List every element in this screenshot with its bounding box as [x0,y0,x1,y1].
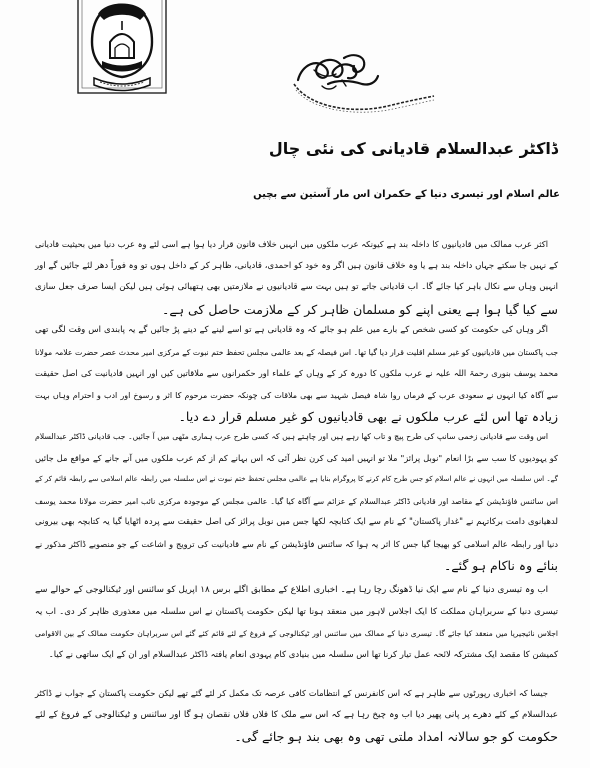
text-line: تیسری دنیا کے سربراہان مملکت کا ایک اجلاس لاہور میں منعقد ہونا تھا لیکن حکومت پاکستان نے اس سلسلہ میں معذوری ظاہر کر دی۔ اب یہ [35,606,558,617]
text-line: اجلاس نائیجیریا میں منعقد کیا جائے گا۔ تیسری دنیا کے ممالک میں سائنس اور ٹیکنالوجی کے فروغ کے لئے قائم کئے گئے اس سربراہان حکومت ممالک کے بین الاقوامی [35,629,558,638]
text-line: اکثر عرب ممالک میں قادیانیوں کا داخلہ بند ہے کیونکہ عرب ملکوں میں انہیں خلاف قانون قرار دیا ہوا ہے اسی لئے وہ عرب دنیا میں بحیثیت قادیانی [35,239,548,249]
page-title: ڈاکٹر عبدالسلام قادیانی کی نئی چال [268,139,558,158]
text-line: اس سائنس فاؤنڈیشن کے مقاصد اور قادیانی ڈاکٹر عبدالسلام کے عزائم سے آگاہ کیا گیا۔ عالمی مجلس کے موجودہ مرکزی نائب امیر حضرت مولانا محمد یوسف [35,496,558,506]
text-line: اس وقت سے قادیانی زخمی سانپ کی طرح پیچ و تاب کھا رہے ہیں اور چاہتے ہیں کہ کسی طرح عرب ہماری مٹھی میں آ جائیں۔ جب قادیانی ڈاکٹر عبدالسلام [35,432,548,441]
text-line: دنیا اور رابطہ عالم اسلامی کو بھیجا گیا جس کا اثر یہ ہوا کہ سائنس فاؤنڈیشن کے نام سے قادیانیت کی ترویج و اشاعت کے جو منصوبے ڈاکٹر مذکور نے [35,538,558,549]
paragraph-2 [35,320,558,428]
text-line: سے آگاہ کیا انہوں نے سعودی عرب کے فرماں روا شاہ فیصل شہید سے بھی ملاقات کی چونکہ حضرت مرحوم کا اثر و رسوخ اور ادب و احترام وہاں بہت [35,390,558,400]
text-line: اگر وہاں کی حکومت کو کسی شخص کے بارے میں علم ہو جائے کہ وہ قادیانی ہے تو اسے لینے کے دینے پڑ جائیں گے یہ پابندی اس وقت لگی تھی [35,325,548,335]
text-line: کے نہیں جا سکتے جہاں داخلہ بند ہے یا وہ خلاف قانون ہیں اگر وہ خود کو احمدی، قادیانی، ظاہر کر کے داخل ہوں تو وہ فوراً دھر لئے جائیں گے اور [35,260,558,271]
text-line: اب وہ تیسری دنیا کے نام سے ایک نیا ڈھونگ رچا رہا ہے۔ اخباری اطلاع کے مطابق اگلے برس ۱۸ اپریل کو سائنس اور ٹیکنالوجی کے حوالے سے [35,585,549,595]
text-line: زیادہ تھا اس لئے عرب ملکوں نے بھی قادیانیوں کو غیر مسلم قرار دے دیا۔ [178,409,558,424]
text-line: لدھیانوی دامت برکاتہم نے "غدار پاکستان" کے نام سے ایک کتابچہ لکھا جس میں نوبل پرائز کی اصل حقیقت سے پردہ اٹھایا گیا یہ کتابچہ بھی بیرونی [35,517,558,527]
text-line: انہیں وہاں سے نکال باہر کیا جائے گا۔ اب قادیانی جاتے تو ہیں بہت سے قادیانیوں نے ملازمتیں بھی ہتھیائی ہوئی ہیں لیکن ایسا صرف جعل سازی [35,282,558,292]
text-line: جب پاکستان میں قادیانیوں کو غیر مسلم اقلیت قرار دیا گیا تھا۔ اس فیصلہ کے بعد عالمی مجلس تحفظ ختم نبوت کے مرکزی امیر محدث عصر حضرت علامہ مولانا [35,347,558,357]
text-line: حکومت کو جو سالانہ امداد ملتی تھی وہ بھی بند ہو جائے گی۔ [234,729,558,744]
page-subtitle: عالم اسلام اور تیسری دنیا کے حکمران اس مار آستین سے بچیں [253,189,560,200]
text-line: کو یہودیوں کا سب سے بڑا انعام "نوبل پرائز" ملا تو انہیں امید کی کرن نظر آئی کہ اس بہانے کم از کم عرب ملکوں میں آنے جانے کے مواقع مل جائیں [35,452,558,463]
text-line: کمیشن کا مقصد ایک مشترکہ لائحہ عمل تیار کرنا تھا اس سلسلہ میں بنیادی کام یہودی انعام یافتہ ڈاکٹر عبدالسلام اور ان کے ایک ساتھی نے کیا۔ [48,649,558,660]
paragraph-4 [35,580,558,666]
paragraph-1 [35,234,558,320]
text-line: گے۔ اس سلسلہ میں انہوں نے عالم اسلام کو جس طرح کام کرنے کا پروگرام بنایا ہے عالمی مجلس تحفظ ختم نبوت نے اس سلسلہ میں رابطہ عالم اسلامی سے رابطہ قائم کر کے [35,475,558,483]
text-line: جیسا کہ اخباری رپورٹوں سے ظاہر ہے کہ اس کانفرنس کے انتظامات کافی عرصہ تک مکمل کر لئے گئے تھے لیکن حکومت پاکستان کے جواب نے ڈاکٹر [35,688,548,698]
paragraph-3 [35,426,558,577]
paragraph-5 [35,683,558,748]
text-line: عبدالسلام کے کئے دھرے پر پانی پھیر دیا اب وہ چیخ رہا ہے کہ اس سے ملک کا فلاں فلاں نقصان ہو گا اور سائنس و ٹیکنالوجی کے فروغ کے لئے [35,709,558,720]
text-line: سے کیا گیا ہوا ہے یعنی اپنے کو مسلمان ظاہر کر کے ملازمت حاصل کی ہے۔ [162,301,558,317]
text-line: بنائے وہ ناکام ہو گئے۔ [443,558,558,573]
text-line: محمد یوسف بنوری رحمۃ اللہ علیہ نے عرب ملکوں کا دورہ کر کے وہاں کے علماء اور حکمرانوں سے ملاقاتیں کیں اور انہیں قادیانیت کی اصل حقیقت [35,368,558,378]
